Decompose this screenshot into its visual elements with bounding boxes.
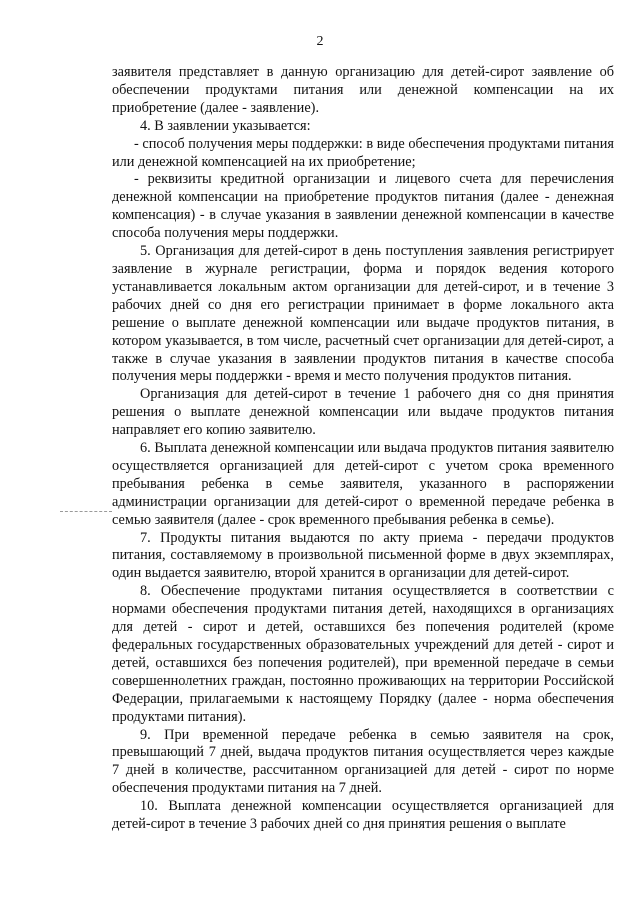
document-body [112,64,614,834]
paragraph-item-5: 5. Организация для детей-сирот в день поступления заявления регистрирует заявление в журнале регистрации, форма и порядок ведения которого устанавливается локальным актом организации для детей-сирот, и в течение 3 рабочих дней со дня его регистрации принимает в форме локального акта решение о выплате денежной компенсации или выдаче продуктов питания, в котором указывается, в том числе, расчетный счет организации для детей-сирот, а также в случае указания в заявлении продуктов питания в качестве способа получения меры поддержки - время и место получения продуктов питания. [112,243,614,385]
paragraph-item-6: 6. Выплата денежной компенсации или выдача продуктов питания заявителю осуществляется организацией для детей-сирот с учетом срока временного пребывания ребенка в семье заявителя, указанного в распоряжении администрации организации для детей-сирот о временной передаче ребенка в семью заявителя (далее - срок временного пребывания ребенка в семье). [112,440,614,528]
margin-mark [60,511,112,512]
paragraph-item-10: 10. Выплата денежной компенсации осуществляется организацией для детей-сирот в течение 3 рабочих дней со дня принятия решения о выплате [112,798,614,833]
paragraph-item-8: 8. Обеспечение продуктами питания осуществляется в соответствии с нормами обеспечения продуктами питания детей, находящихся в организациях для детей - сирот и детей, оставшихся без попечения родителей (кроме федеральных государственных образовательных учреждений для детей - сирот и детей, оставшихся без попечения родителей), при временной передаче в семьи совершеннолетних граждан, постоянно проживающих на территории Российской Федерации, прилагаемыми к настоящему Порядку (далее - норма обеспечения продуктами питания). [112,583,614,725]
paragraph-item-5-note: Организация для детей-сирот в течение 1 рабочего дня со дня принятия решения о выплате денежной компенсации или выдаче продуктов питания направляет его копию заявителю. [112,386,614,439]
paragraph-continuation: заявителя представляет в данную организацию для детей-сирот заявление об обеспечении продуктами питания или денежной компенсации на их приобретение (далее - заявление). [112,64,614,116]
paragraph-dash-method: - способ получения меры поддержки: в виде обеспечения продуктами питания или денежной компенсацией на их приобретение; [112,135,614,170]
page-number: 2 [316,34,324,49]
paragraph-item-4: 4. В заявлении указывается: [140,117,311,134]
paragraph-item-7: 7. Продукты питания выдаются по акту приема - передачи продуктов питания, составляемому в произвольной письменной форме в двух экземплярах, один выдается заявителю, второй хранится в организации для детей-сирот. [112,529,614,582]
paragraph-item-9: 9. При временной передаче ребенка в семью заявителя на срок, превышающий 7 дней, выдача продуктов питания осуществляется через каждые 7 дней в количестве, рассчитанном организацией для детей - сирот по норме обеспечения продуктами питания на 7 дней. [112,726,614,797]
paragraph-dash-bank-details: - реквизиты кредитной организации и лицевого счета для перечисления денежной компенсации на приобретение продуктов питания (далее - денежная компенсация) - в случае указания в заявлении денежной компенсации в качестве способа получения меры поддержки. [112,171,614,242]
